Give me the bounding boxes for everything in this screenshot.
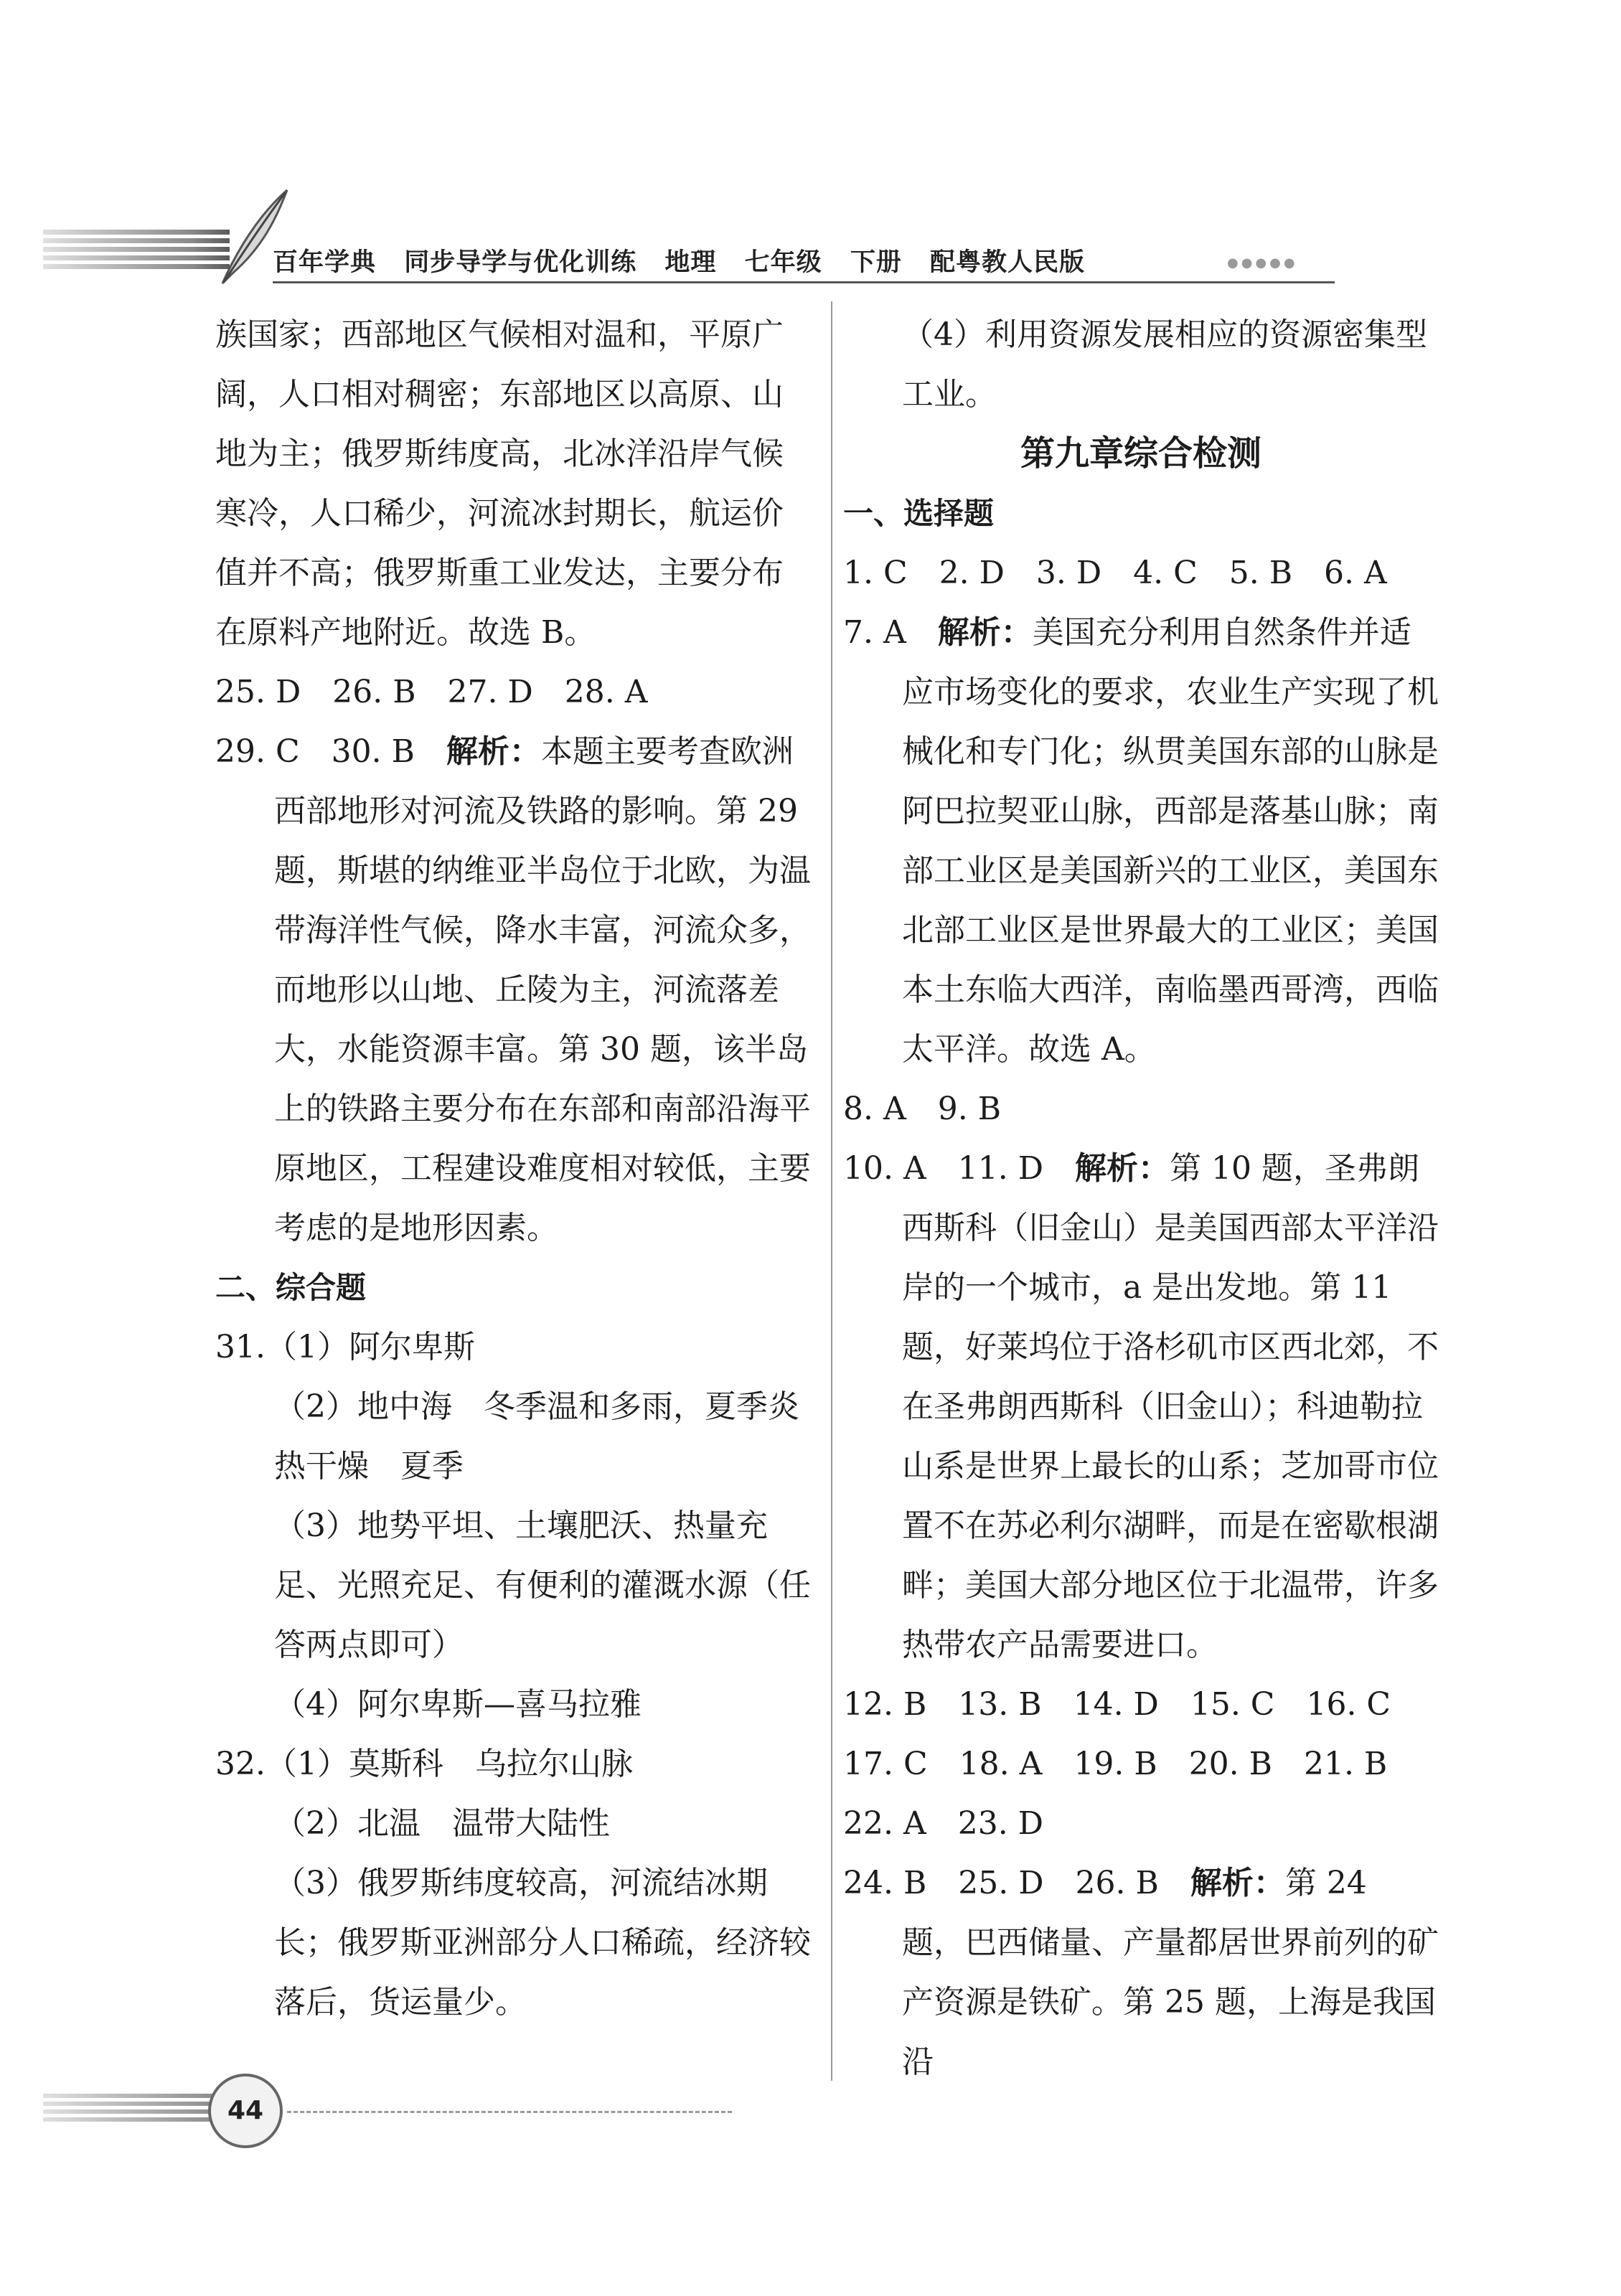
header-edition: 配粤教人民版 — [930, 248, 1086, 277]
answer-item — [843, 1079, 1439, 1139]
page-number: 44 — [208, 2074, 283, 2148]
answer-item — [215, 1377, 811, 1496]
answer-numbers: 10. A 11. D — [843, 1150, 1075, 1187]
answer-text: （4）利用资源发展相应的资源密集型工业。 — [902, 316, 1427, 413]
answer-item — [215, 722, 811, 1258]
answer-item — [843, 1794, 1439, 1853]
answer-text: 12. B 13. B 14. D 15. C 16. C — [843, 1686, 1391, 1723]
page-header — [43, 187, 1320, 301]
answer-item — [843, 1139, 1439, 1675]
analysis-label: 解析： — [1190, 1865, 1285, 1901]
header-volume: 下册 — [850, 248, 902, 277]
answer-item — [215, 1794, 811, 1853]
answer-text: 8. A 9. B — [843, 1091, 1002, 1127]
header-rule — [273, 281, 1335, 283]
answer-text: 第 10 题，圣弗朗西斯科（旧金山）是美国西部太平洋沿岸的一个城市，a 是出发地。第 11 题，好莱坞位于洛杉矶市区西北郊，不在圣弗朗西斯科（旧金山）；科迪勒拉山系是世界上最长的山系；芝加哥市位置不在苏必利尔湖畔，而是在密歇根湖畔；美国大部分地区位于北温带，许多热带农产品需要进口。 — [902, 1150, 1439, 1663]
answer-numbers: 7. A — [843, 614, 938, 651]
footer-stripes — [43, 2094, 222, 2125]
answer-item — [215, 1853, 811, 2032]
header-stripes — [43, 230, 230, 287]
analysis-label: 解析： — [1074, 1150, 1170, 1187]
answer-text: 22. A 23. D — [843, 1805, 1043, 1842]
section-heading — [215, 1258, 811, 1317]
answer-text: 第 24 题，巴西储量、产量都居世界前列的矿产资源是铁矿。第 25 题，上海是我国沿 — [902, 1865, 1439, 2080]
answer-item — [843, 1675, 1439, 1734]
answer-item — [215, 662, 811, 722]
answer-item — [843, 543, 1439, 603]
analysis-label: 解析： — [937, 614, 1033, 651]
answer-item — [843, 1734, 1439, 1794]
header-title — [273, 243, 1104, 278]
answer-text: 一、选择题 — [843, 496, 995, 531]
answer-text: 二、综合题 — [215, 1270, 367, 1305]
answer-text: （2）地中海 冬季温和多雨，夏季炎热干燥 夏季 — [274, 1388, 799, 1485]
section-heading — [843, 484, 1439, 543]
answer-item — [843, 603, 1439, 1079]
answer-item — [215, 1675, 811, 1734]
answer-item — [215, 1496, 811, 1675]
answer-item — [215, 1317, 811, 1377]
header-brand: 百年学典 — [273, 248, 377, 277]
answer-text: 1. C 2. D 3. D 4. C 5. B 6. A — [843, 555, 1387, 591]
answer-numbers: 29. C 30. B — [215, 733, 446, 770]
footer-dashed-rule — [287, 2111, 732, 2113]
column-divider — [831, 301, 832, 2081]
answer-text: 17. C 18. A 19. B 20. B 21. B — [843, 1746, 1388, 1782]
header-subject: 地理 — [664, 248, 717, 277]
answer-text: （2）北温 温带大陆性 — [274, 1805, 610, 1842]
answer-text: 第九章综合检测 — [1020, 433, 1261, 474]
answer-item — [215, 1734, 811, 1794]
answer-text: 美国充分利用自然条件并适应市场变化的要求，农业生产实现了机械化和专门化；纵贯美国东部的山脉是阿巴拉契亚山脉，西部是落基山脉；南部工业区是美国新兴的工业区，美国东北部工业区是世界最大的工业区；美国本土东临大西洋，南临墨西哥湾，西临太平洋。故选 A。 — [902, 614, 1439, 1068]
right-column — [843, 305, 1439, 2092]
answer-text: 本题主要考查欧洲西部地形对河流及铁路的影响。第 29 题，斯堪的纳维亚半岛位于北欧，为温带海洋性气候，降水丰富，河流众多，而地形以山地、丘陵为主，河流落差大，水能资源丰富。第 30 题，该半岛上的铁路主要分布在东部和南部沿海平原地区，工程建设难度相对较低，主要考虑的是地形因素。 — [274, 733, 811, 1246]
answer-numbers: 24. B 25. D 26. B — [843, 1865, 1190, 1901]
left-column — [215, 305, 811, 2032]
analysis-label: 解析： — [446, 733, 541, 770]
header-dots: ●●●●● — [1227, 255, 1298, 270]
answer-text: （4）阿尔卑斯—喜马拉雅 — [274, 1686, 642, 1723]
page-footer — [43, 2066, 761, 2145]
answer-text: 31.（1）阿尔卑斯 — [215, 1329, 475, 1365]
answer-text: 25. D 26. B 27. D 28. A — [215, 674, 648, 710]
answer-item — [843, 1853, 1439, 2092]
answer-text: 32.（1）莫斯科 乌拉尔山脉 — [215, 1746, 633, 1782]
answer-text: （3）俄罗斯纬度较高，河流结冰期长；俄罗斯亚洲部分人口稀疏，经济较落后，货运量少。 — [274, 1865, 811, 2020]
answer-item — [843, 305, 1439, 424]
header-grade: 七年级 — [744, 248, 822, 277]
chapter-title — [843, 424, 1439, 484]
answer-text: （3）地势平坦、土壤肥沃、热量充足、光照充足、有便利的灌溉水源（任答两点即可） — [274, 1507, 811, 1663]
header-series: 同步导学与优化训练 — [404, 248, 637, 277]
answer-item — [215, 305, 811, 662]
answer-text: 族国家；西部地区气候相对温和，平原广阔，人口相对稠密；东部地区以高原、山地为主；俄罗斯纬度高，北冰洋沿岸气候寒冷，人口稀少，河流冰封期长，航运价值并不高；俄罗斯重工业发达，主要分布在原料产地附近。故选 B。 — [215, 316, 784, 651]
